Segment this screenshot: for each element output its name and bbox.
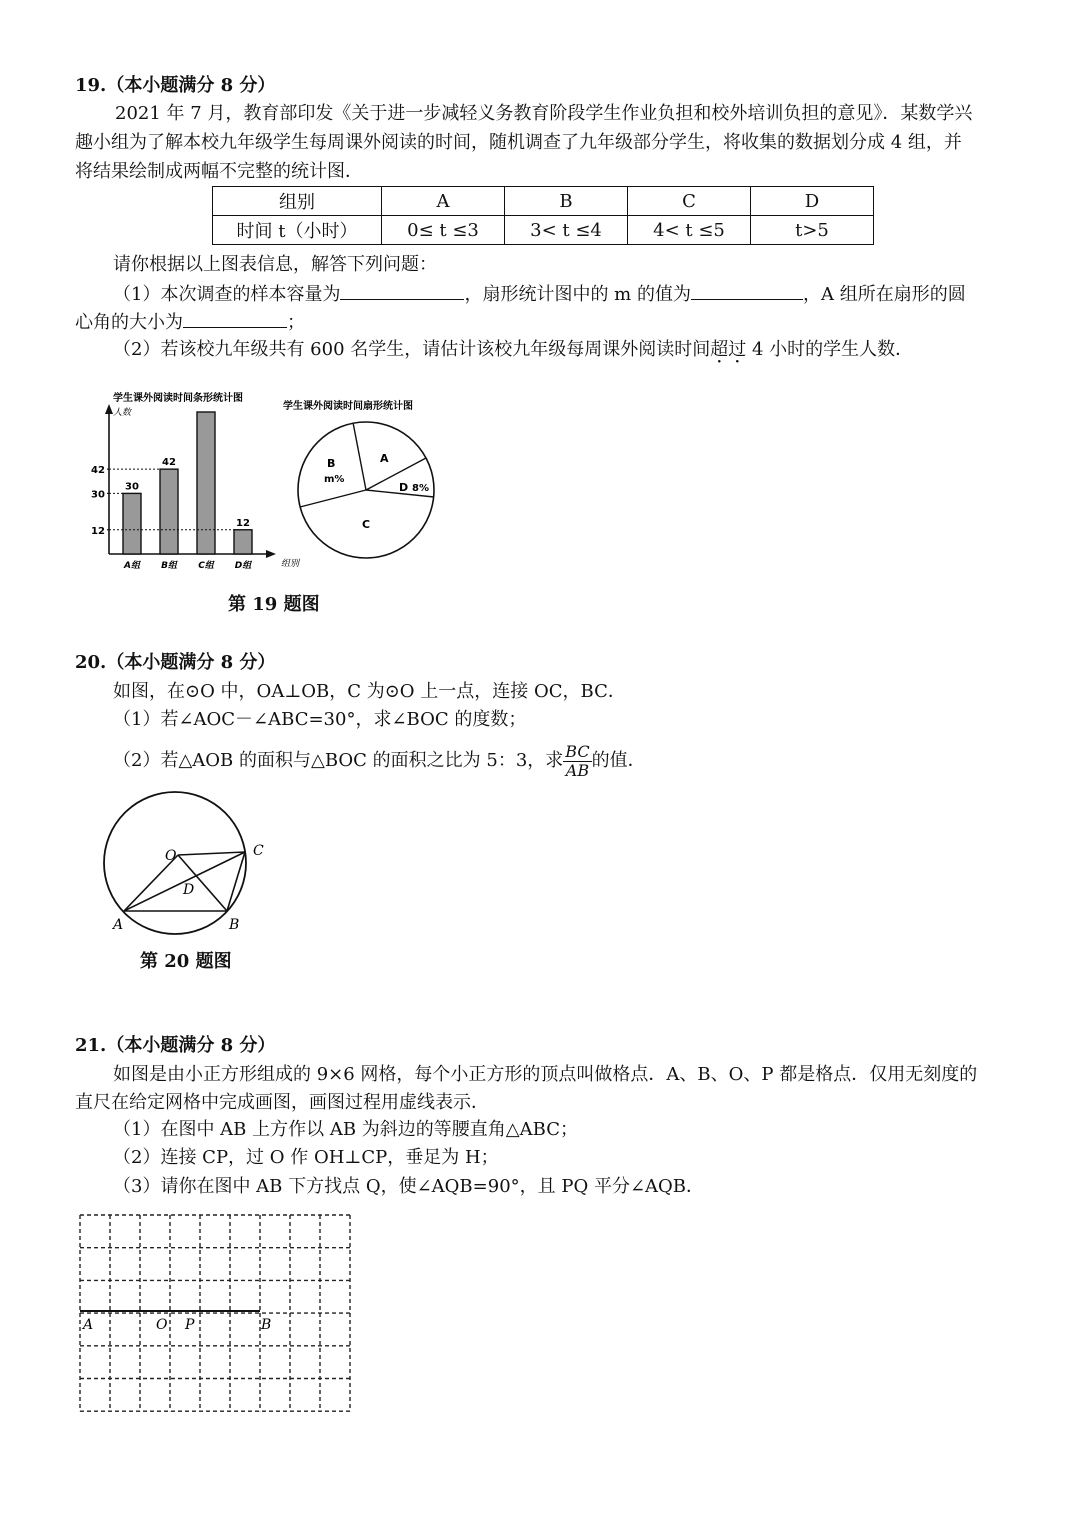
table-cell: D <box>751 187 874 216</box>
q19-sub1-text-e: ； <box>287 312 305 333</box>
answer-blank-m[interactable] <box>691 281 803 300</box>
pie-slice-label: A <box>380 452 389 465</box>
q21-sub2: （2）连接 CP，过 O 作 OH⊥CP，垂足为 H； <box>113 1147 499 1168</box>
grid-figure[interactable] <box>75 1210 355 1420</box>
table-cell: C <box>628 187 751 216</box>
q20-figure-caption: 第 20 题图 <box>140 951 232 972</box>
q19-paragraph-line2: 趣小组为了解本校九年级学生每周课外阅读的时间，随机调查了九年级部分学生，将收集的数据划分成 4 组，并 <box>75 132 962 153</box>
q20-sub1: （1）若∠AOC－∠ABC=30°，求∠BOC 的度数； <box>113 709 527 730</box>
point-label-a: A <box>113 917 124 933</box>
grid-point-label-p: P <box>185 1317 195 1333</box>
q20-sub2 <box>75 738 1048 784</box>
bar-chart-title: 学生课外阅读时间条形统计图 <box>113 393 243 404</box>
q21-paragraph-line1: 如图是由小正方形组成的 9×6 网格，每个小正方形的顶点叫做格点．A、B、O、P 都是格点．仅用无刻度的 <box>113 1064 978 1085</box>
fraction-bc-ab <box>563 743 591 780</box>
fraction-denominator: AB <box>565 760 590 780</box>
q19-sub1-text-c: ，A 组所在扇形的圆 <box>802 284 966 305</box>
x-axis-arrow <box>266 550 276 558</box>
bar-chart <box>85 388 300 578</box>
bar-chart-xlabel: 组别 <box>281 559 300 569</box>
bar-data-label: 42 <box>162 457 176 469</box>
q19-sub2 <box>75 337 1048 363</box>
q20-sub2-text-b: 的值． <box>591 750 646 771</box>
answer-blank-angle[interactable] <box>183 309 287 328</box>
q19-sub1-line2 <box>75 309 1010 336</box>
bar-C组 <box>197 412 215 554</box>
table-cell: 4< t ≤5 <box>628 216 751 245</box>
table-cell: A <box>382 187 505 216</box>
group-table-header-row <box>213 187 874 216</box>
point-label-b: B <box>229 917 240 933</box>
pie-slice-value: m% <box>324 474 345 485</box>
y-tick-label: 42 <box>91 465 105 477</box>
q21-sub3: （3）请你在图中 AB 下方找点 Q，使∠AQB=90°，且 PQ 平分∠AQB． <box>113 1176 705 1197</box>
table-cell: t>5 <box>751 216 874 245</box>
bar-D组 <box>234 530 252 554</box>
answer-blank-sample-size[interactable] <box>340 281 464 300</box>
table-cell: 0≤ t ≤3 <box>382 216 505 245</box>
q19-sub2-text-b: 4 小时的学生人数． <box>746 339 914 360</box>
grid-point-label-o: O <box>156 1317 168 1333</box>
q19-paragraph-line3: 将结果绘制成两幅不完整的统计图． <box>75 161 363 182</box>
bar-B组 <box>160 469 178 554</box>
q19-sub1-line1 <box>75 281 1048 308</box>
pie-slice-label: C <box>362 518 371 531</box>
pie-slice-value: 8% <box>412 483 429 494</box>
pie-slice-label: B <box>327 457 336 470</box>
pie-divider <box>353 423 366 491</box>
bar-chart-ylabel: 人数 <box>113 408 132 418</box>
x-category-label: A组 <box>124 561 140 571</box>
point-label-c: C <box>253 843 264 859</box>
pie-slice-label: D <box>399 481 409 494</box>
q21-sub1: （1）在图中 AB 上方作以 AB 为斜边的等腰直角△ABC； <box>113 1119 578 1140</box>
bar-data-label: 12 <box>236 517 250 529</box>
pie-divider <box>300 490 366 507</box>
table-cell: B <box>505 187 628 216</box>
table-cell: 3< t ≤4 <box>505 216 628 245</box>
q20-heading: 20.（本小题满分 8 分） <box>75 652 276 673</box>
table-cell: 时间 t（小时） <box>213 216 382 245</box>
point-label-o: O <box>165 848 177 864</box>
x-category-label: B组 <box>161 561 177 571</box>
q19-heading: 19.（本小题满分 8 分） <box>75 75 276 96</box>
emphasis-char: 过 <box>728 339 747 360</box>
q19-intro: 请你根据以上图表信息，解答下列问题： <box>113 254 437 275</box>
table-cell: 组别 <box>213 187 382 216</box>
point-label-d: D <box>183 882 195 898</box>
q19-sub2-text-a: （2）若该校九年级共有 600 名学生，请估计该校九年级每周课外阅读时间 <box>113 339 711 360</box>
y-axis-arrow <box>105 404 113 414</box>
bar-data-label: 30 <box>125 481 139 493</box>
emphasis-char: 超 <box>710 339 729 360</box>
fraction-numerator: BC <box>565 741 590 761</box>
x-category-label: C组 <box>198 561 214 571</box>
y-tick-label: 12 <box>91 525 105 537</box>
grid-point-label-b: B <box>261 1317 272 1333</box>
q19-sub1-text-b: ，扇形统计图中的 m 的值为 <box>464 284 691 305</box>
circle-figure <box>95 785 285 935</box>
x-category-label: D组 <box>234 561 252 571</box>
q19-sub1-text-a: （1）本次调查的样本容量为 <box>113 284 341 305</box>
q20-sub2-text-a: （2）若△AOB 的面积与△BOC 的面积之比为 5：3，求 <box>113 750 564 771</box>
q19-paragraph-line1: 2021 年 7 月，教育部印发《关于进一步减轻义务教育阶段学生作业负担和校外培训负担的意见》．某数学兴 <box>115 103 973 124</box>
segment-bc <box>227 852 245 911</box>
q19-sub1-text-d: 心角的大小为 <box>75 312 183 333</box>
y-tick-label: 30 <box>91 489 105 501</box>
q21-heading: 21.（本小题满分 8 分） <box>75 1035 276 1056</box>
pie-chart <box>280 394 455 564</box>
group-table-time-row <box>213 216 874 245</box>
q20-paragraph: 如图，在⊙O 中，OA⊥OB，C 为⊙O 上一点，连接 OC，BC． <box>113 681 626 702</box>
group-table <box>212 186 874 245</box>
q19-figure-caption: 第 19 题图 <box>228 594 320 615</box>
segment-oc <box>178 852 245 855</box>
grid-point-label-a: A <box>83 1317 94 1333</box>
pie-chart-title: 学生课外阅读时间扇形统计图 <box>283 401 413 412</box>
q21-paragraph-line2: 直尺在给定网格中完成画图，画图过程用虚线表示． <box>75 1092 489 1113</box>
bar-A组 <box>123 493 141 554</box>
